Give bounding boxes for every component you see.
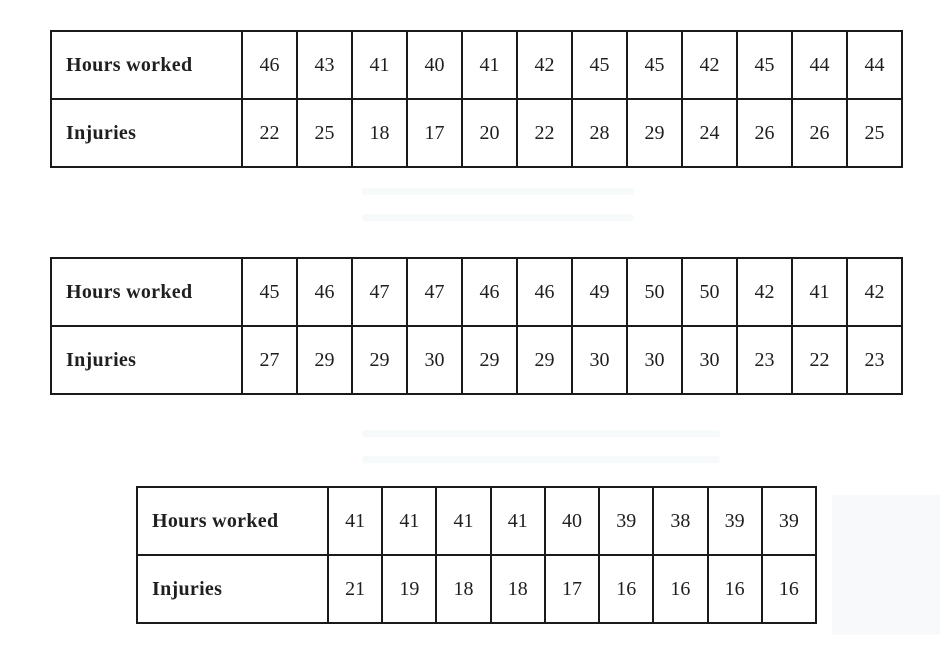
value-cell: 17 <box>545 555 599 623</box>
hours-injuries-table-2 <box>50 257 903 395</box>
table-row <box>51 258 902 326</box>
value-cell: 18 <box>436 555 490 623</box>
value-cell: 29 <box>517 326 572 394</box>
value-cell: 19 <box>382 555 436 623</box>
value-cell: 29 <box>462 326 517 394</box>
scan-artifact-wash <box>832 495 940 635</box>
value-cell: 25 <box>847 99 902 167</box>
value-cell: 47 <box>407 258 462 326</box>
value-cell: 40 <box>407 31 462 99</box>
value-cell: 29 <box>352 326 407 394</box>
hours-injuries-table-3 <box>136 486 817 624</box>
value-cell: 41 <box>328 487 382 555</box>
value-cell: 24 <box>682 99 737 167</box>
table-row <box>51 326 902 394</box>
hours-injuries-table-1 <box>50 30 903 168</box>
value-cell: 41 <box>352 31 407 99</box>
value-cell: 26 <box>737 99 792 167</box>
scan-artifact-strip <box>362 214 634 221</box>
value-cell: 45 <box>572 31 627 99</box>
value-cell: 44 <box>792 31 847 99</box>
value-cell: 16 <box>708 555 762 623</box>
table-row <box>51 31 902 99</box>
value-cell: 47 <box>352 258 407 326</box>
value-cell: 25 <box>297 99 352 167</box>
value-cell: 27 <box>242 326 297 394</box>
value-cell: 42 <box>847 258 902 326</box>
row-label: Injuries <box>51 99 242 167</box>
value-cell: 41 <box>436 487 490 555</box>
value-cell: 26 <box>792 99 847 167</box>
value-cell: 41 <box>792 258 847 326</box>
value-cell: 39 <box>708 487 762 555</box>
value-cell: 23 <box>737 326 792 394</box>
row-label: Hours worked <box>51 31 242 99</box>
value-cell: 42 <box>682 31 737 99</box>
value-cell: 16 <box>599 555 653 623</box>
row-label: Hours worked <box>137 487 328 555</box>
value-cell: 46 <box>297 258 352 326</box>
table-row <box>137 487 816 555</box>
value-cell: 45 <box>242 258 297 326</box>
value-cell: 46 <box>462 258 517 326</box>
value-cell: 46 <box>517 258 572 326</box>
value-cell: 50 <box>682 258 737 326</box>
value-cell: 50 <box>627 258 682 326</box>
value-cell: 22 <box>792 326 847 394</box>
value-cell: 22 <box>517 99 572 167</box>
row-label: Injuries <box>51 326 242 394</box>
value-cell: 18 <box>491 555 545 623</box>
table-row <box>51 99 902 167</box>
value-cell: 42 <box>517 31 572 99</box>
value-cell: 30 <box>682 326 737 394</box>
value-cell: 17 <box>407 99 462 167</box>
value-cell: 39 <box>599 487 653 555</box>
value-cell: 38 <box>653 487 707 555</box>
value-cell: 22 <box>242 99 297 167</box>
value-cell: 45 <box>737 31 792 99</box>
value-cell: 18 <box>352 99 407 167</box>
value-cell: 40 <box>545 487 599 555</box>
value-cell: 28 <box>572 99 627 167</box>
value-cell: 46 <box>242 31 297 99</box>
value-cell: 39 <box>762 487 816 555</box>
value-cell: 20 <box>462 99 517 167</box>
scan-artifact-strip <box>362 430 720 437</box>
value-cell: 49 <box>572 258 627 326</box>
value-cell: 30 <box>572 326 627 394</box>
value-cell: 29 <box>627 99 682 167</box>
value-cell: 44 <box>847 31 902 99</box>
value-cell: 21 <box>328 555 382 623</box>
scan-artifact-strip <box>362 188 634 195</box>
value-cell: 42 <box>737 258 792 326</box>
value-cell: 41 <box>462 31 517 99</box>
value-cell: 43 <box>297 31 352 99</box>
value-cell: 16 <box>653 555 707 623</box>
value-cell: 29 <box>297 326 352 394</box>
scan-artifact-strip <box>362 456 720 463</box>
row-label: Hours worked <box>51 258 242 326</box>
value-cell: 23 <box>847 326 902 394</box>
value-cell: 30 <box>407 326 462 394</box>
value-cell: 41 <box>491 487 545 555</box>
row-label: Injuries <box>137 555 328 623</box>
value-cell: 30 <box>627 326 682 394</box>
value-cell: 45 <box>627 31 682 99</box>
value-cell: 41 <box>382 487 436 555</box>
table-row <box>137 555 816 623</box>
value-cell: 16 <box>762 555 816 623</box>
